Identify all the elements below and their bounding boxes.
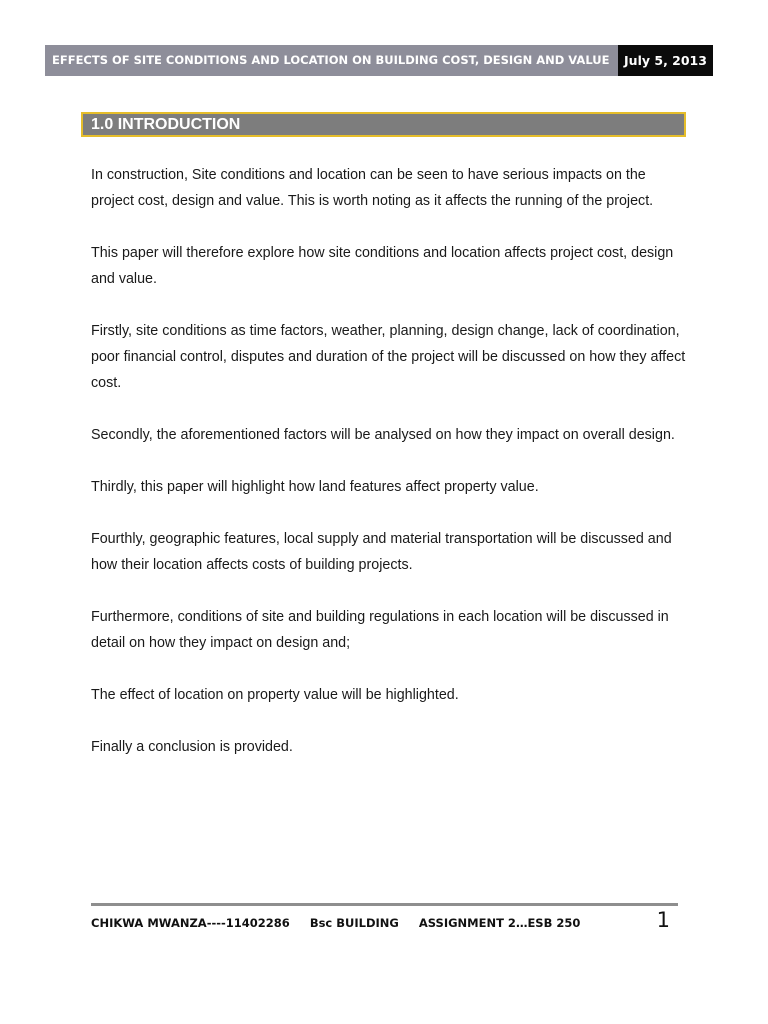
section-heading: 1.0 INTRODUCTION <box>81 112 686 137</box>
paragraph: Secondly, the aforementioned factors will be analysed on how they impact on overall design. <box>91 427 675 443</box>
paragraph: Finally a conclusion is provided. <box>91 739 293 755</box>
paragraph: Firstly, site conditions as time factors, weather, planning, design change, lack of coordination, poor financial control, disputes and duration of the project will be discussed on how they affect cost. <box>91 323 686 391</box>
paragraph: This paper will therefore explore how site conditions and location affects project cost, design and value. <box>91 245 674 287</box>
paragraph: Furthermore, conditions of site and building regulations in each location will be discussed in detail on how they impact on design and; <box>91 609 669 651</box>
footer-author-info: CHIKWA MWANZA----11402286 Bsc BUILDING ASSIGNMENT 2…ESB 250 <box>91 916 581 930</box>
paragraph: Fourthly, geographic features, local supply and material transportation will be discussed and how their location affects costs of building projects. <box>91 531 672 573</box>
paragraph: Thirdly, this paper will highlight how land features affect property value. <box>91 479 539 495</box>
paragraph: In construction, Site conditions and location can be seen to have serious impacts on the project cost, design and value. This is worth noting as it affects the running of the project. <box>91 167 654 209</box>
page-number: 1 <box>656 908 670 932</box>
paragraph: The effect of location on property value will be highlighted. <box>91 687 459 703</box>
footer-divider <box>91 903 678 906</box>
body-text <box>91 162 691 786</box>
running-header-title: EFFECTS OF SITE CONDITIONS AND LOCATION ON BUILDING COST, DESIGN AND VALUE <box>45 45 618 76</box>
running-header-date: July 5, 2013 <box>618 45 713 76</box>
